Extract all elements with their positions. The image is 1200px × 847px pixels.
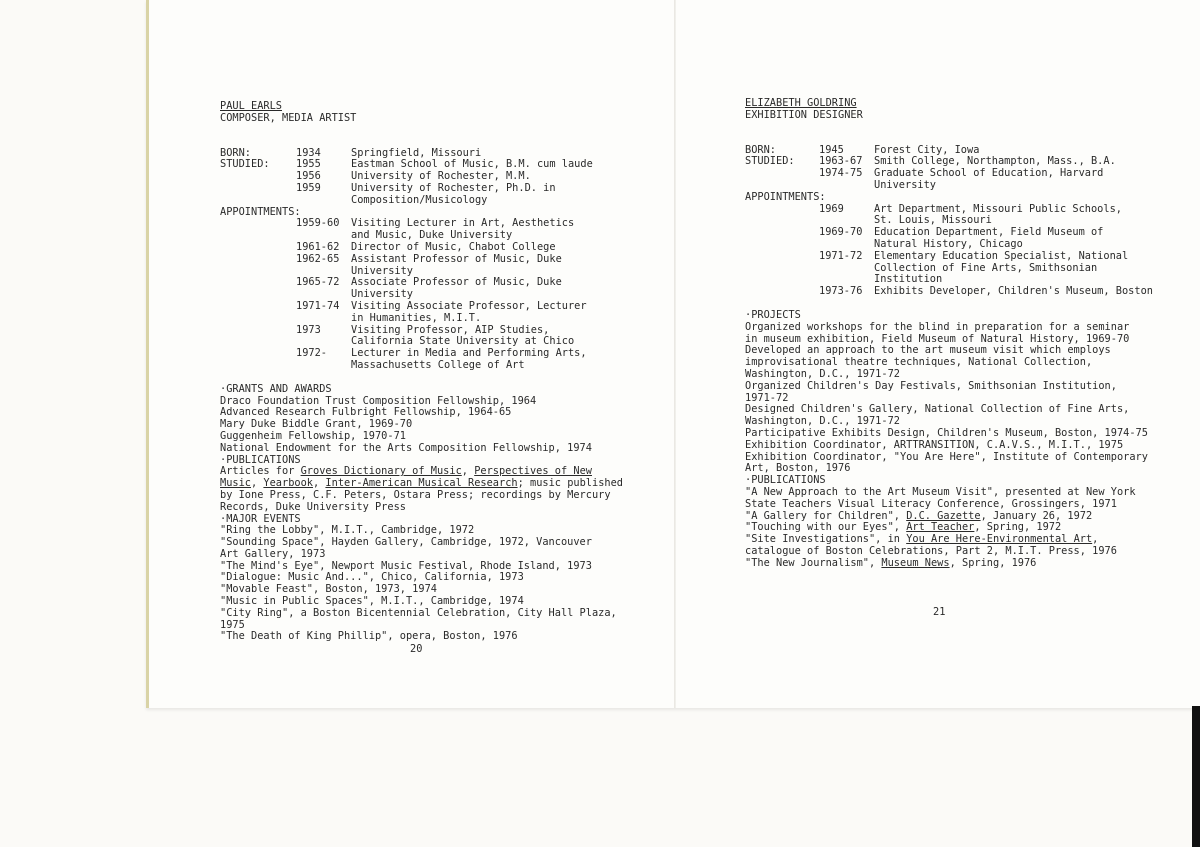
entry-text: Visiting Professor, AIP Studies, <box>351 323 550 336</box>
entry-text: University <box>351 288 413 301</box>
born-label: BORN: <box>220 146 251 159</box>
scan-edge <box>1192 706 1200 847</box>
events-heading: ·MAJOR EVENTS <box>220 512 301 525</box>
entry-row <box>220 183 640 195</box>
entry-label <box>220 254 296 266</box>
event-item: "Sounding Space", Hayden Gallery, Cambridge, 1972, Vancouver <box>220 536 592 549</box>
entry-label <box>745 204 819 216</box>
entry-row <box>745 239 1165 251</box>
appointments-label: APPOINTMENTS: <box>220 205 301 218</box>
entry-year: 1961-62 <box>296 240 340 253</box>
entry-label <box>220 266 296 278</box>
pub-text: , <box>313 477 326 490</box>
entry-row <box>220 195 640 207</box>
pub-title: Perspectives of New <box>474 465 592 478</box>
left-page <box>220 101 640 643</box>
publication-line: Records, Duke University Press <box>220 500 406 513</box>
entry-label <box>220 301 296 313</box>
grant-item: Draco Foundation Trust Composition Fellowship, 1964 <box>220 394 537 407</box>
pub-title: Groves Dictionary of Music <box>300 465 462 478</box>
grant-item: Advanced Research Fulbright Fellowship, 1964-65 <box>220 406 512 419</box>
entry-text: Education Department, Field Museum of <box>874 226 1104 239</box>
publication-line: State Teachers Visual Literacy Conference, Grossingers, 1971 <box>745 497 1117 510</box>
grant-item: National Endowment for the Arts Composition Fellowship, 1974 <box>220 441 592 454</box>
pub-text: "Site Investigations", in <box>745 533 907 546</box>
entry-year <box>819 263 874 275</box>
entry-label <box>220 348 296 360</box>
event-item: "Movable Feast", Boston, 1973, 1974 <box>220 583 437 596</box>
entry-label <box>745 251 819 263</box>
project-item: Designed Children's Gallery, National Collection of Fine Arts, <box>745 403 1130 416</box>
entry-text: University <box>874 178 936 191</box>
event-item: "The Death of King Phillip", opera, Boston, 1976 <box>220 630 518 643</box>
project-item: Washington, D.C., 1971-72 <box>745 367 900 380</box>
entry-label <box>220 195 296 207</box>
entry-text: Graduate School of Education, Harvard <box>874 167 1104 180</box>
entry-label <box>745 274 819 286</box>
entry-row <box>220 313 640 325</box>
pub-text: "Touching with our Eyes", <box>745 521 907 534</box>
events-list <box>220 525 640 643</box>
project-item: Washington, D.C., 1971-72 <box>745 415 900 428</box>
project-item: 1971-72 <box>745 391 789 404</box>
project-item: Art, Boston, 1976 <box>745 462 851 475</box>
projects-list <box>745 322 1165 475</box>
entry-text: Visiting Lecturer in Art, Aesthetics <box>351 217 575 230</box>
pub-title: Art Teacher <box>906 521 975 534</box>
entry-year <box>296 195 351 207</box>
entry-year: 1959 <box>296 181 321 194</box>
entry-year: 1972- <box>296 347 327 360</box>
entry-label <box>220 218 296 230</box>
entry-label <box>745 180 819 192</box>
entry-text: Assistant Professor of Music, Duke <box>351 252 562 265</box>
entry-row <box>220 277 640 289</box>
page-number-left: 20 <box>410 643 423 655</box>
publication-line: catalogue of Boston Celebrations, Part 2, M.I.T. Press, 1976 <box>745 544 1117 557</box>
pub-text: , Spring, 1972 <box>974 521 1062 534</box>
entry-text: Institution <box>874 273 943 286</box>
pub-title: D.C. Gazette <box>906 509 981 522</box>
project-item: Exhibition Coordinator, "You Are Here", Institute of Contemporary <box>745 450 1148 463</box>
event-item: "Music in Public Spaces", M.I.T., Cambridge, 1974 <box>220 595 524 608</box>
entry-label <box>220 183 296 195</box>
entry-year: 1965-72 <box>296 276 340 289</box>
entry-year: 1971-74 <box>296 299 340 312</box>
entry-text: University of Rochester, M.M. <box>351 170 531 183</box>
pub-text: Articles for <box>220 465 301 478</box>
entry-text: Collection of Fine Arts, Smithsonian <box>874 261 1098 274</box>
page-number-right: 21 <box>933 606 946 618</box>
entry-year: 1971-72 <box>819 249 863 262</box>
right-page <box>745 98 1165 569</box>
pub-text: , January 26, 1972 <box>980 509 1093 522</box>
born-year: 1934 <box>296 146 321 159</box>
entry-text: Elementary Education Specialist, National <box>874 249 1129 262</box>
event-item: "The Mind's Eye", Newport Music Festival, Rhode Island, 1973 <box>220 559 592 572</box>
pub-text: "The New Journalism", <box>745 556 882 569</box>
entry-label <box>745 168 819 180</box>
entry-text: Associate Professor of Music, Duke <box>351 276 562 289</box>
entry-label <box>220 336 296 348</box>
entry-text: Massachusetts College of Art <box>351 358 525 371</box>
entry-text: Visiting Associate Professor, Lecturer <box>351 299 587 312</box>
entry-year: 1962-65 <box>296 252 340 265</box>
entry-label: STUDIED: <box>220 158 270 171</box>
pub-title: Inter-American Musical Research <box>325 477 518 490</box>
entry-label <box>220 171 296 183</box>
entry-text: California State University at Chico <box>351 335 575 348</box>
pub-title: You Are Here-Environmental Art <box>906 533 1093 546</box>
entry-year <box>819 180 874 192</box>
entry-label <box>220 313 296 325</box>
entry-text: University of Rochester, Ph.D. in <box>351 181 556 194</box>
entry-year <box>819 239 874 251</box>
appointments-section <box>745 204 1165 298</box>
grants-heading: ·GRANTS AND AWARDS <box>220 382 332 395</box>
entry-year: 1973 <box>296 323 321 336</box>
entry-label <box>220 242 296 254</box>
pub-text: "A Gallery for Children", <box>745 509 907 522</box>
project-item: Organized Children's Day Festivals, Smithsonian Institution, <box>745 379 1117 392</box>
entry-label <box>745 215 819 227</box>
pub-text: , <box>251 477 264 490</box>
publications-heading: ·PUBLICATIONS <box>745 474 826 487</box>
entry-year: 1974-75 <box>819 167 863 180</box>
publication-line <box>745 558 1165 570</box>
entry-text: Lecturer in Media and Performing Arts, <box>351 347 587 360</box>
entry-label <box>745 286 819 298</box>
entry-label <box>220 230 296 242</box>
pub-title: Music <box>220 477 251 490</box>
book-gutter <box>674 0 676 708</box>
project-item: in museum exhibition, Field Museum of Natural History, 1969-70 <box>745 332 1130 345</box>
project-item: Organized workshops for the blind in preparation for a seminar <box>745 320 1130 333</box>
artist-name: PAUL EARLS <box>220 100 282 112</box>
entry-text: Exhibits Developer, Children's Museum, Boston <box>874 285 1153 298</box>
publication-line: "A New Approach to the Art Museum Visit", presented at New York <box>745 485 1136 498</box>
entry-row <box>745 251 1165 263</box>
entry-text: Director of Music, Chabot College <box>351 240 556 253</box>
artist-title: COMPOSER, MEDIA ARTIST <box>220 111 357 124</box>
entry-label <box>220 289 296 301</box>
entry-text: St. Louis, Missouri <box>874 214 992 227</box>
project-item: Exhibition Coordinator, ARTTRANSITION, C.A.V.S., M.I.T., 1975 <box>745 438 1124 451</box>
entry-row <box>220 301 640 313</box>
entry-label <box>220 325 296 337</box>
project-item: Developed an approach to the art museum visit which employs <box>745 344 1111 357</box>
entry-text: in Humanities, M.I.T. <box>351 311 482 324</box>
entry-year: 1955 <box>296 158 321 171</box>
event-item: "Ring the Lobby", M.I.T., Cambridge, 1972 <box>220 524 475 537</box>
entry-row <box>745 168 1165 180</box>
entry-row <box>745 180 1165 192</box>
entry-label <box>745 227 819 239</box>
born-label: BORN: <box>745 143 776 156</box>
entry-year: 1963-67 <box>819 155 863 168</box>
grants-list <box>220 396 640 455</box>
entry-text: Natural History, Chicago <box>874 237 1023 250</box>
project-item: Participative Exhibits Design, Children's Museum, Boston, 1974-75 <box>745 426 1148 439</box>
entry-year <box>296 313 351 325</box>
entry-text: University <box>351 264 413 277</box>
pub-text: , <box>461 465 475 478</box>
born-place: Forest City, Iowa <box>874 143 980 156</box>
entry-text: Smith College, Northampton, Mass., B.A. <box>874 155 1116 168</box>
event-item: "City Ring", a Boston Bicentennial Celebration, City Hall Plaza, <box>220 606 617 619</box>
entry-row <box>220 360 640 372</box>
grant-item: Mary Duke Biddle Grant, 1969-70 <box>220 418 413 431</box>
entry-year: 1969-70 <box>819 226 863 239</box>
event-item: "Dialogue: Music And...", Chico, California, 1973 <box>220 571 524 584</box>
entry-year: 1959-60 <box>296 217 340 230</box>
pub-text: ; music published <box>517 477 623 490</box>
studied-section <box>220 159 640 206</box>
entry-row <box>745 286 1165 298</box>
artist-name: ELIZABETH GOLDRING <box>745 97 857 109</box>
entry-text: Composition/Musicology <box>351 193 488 206</box>
entry-label <box>220 360 296 372</box>
artist-title: EXHIBITION DESIGNER <box>745 108 863 121</box>
entry-year <box>296 360 351 372</box>
pub-title: Museum News <box>881 556 950 569</box>
entry-text: Art Department, Missouri Public Schools, <box>874 202 1122 215</box>
entry-row <box>745 263 1165 275</box>
entry-label: STUDIED: <box>745 155 795 168</box>
projects-heading: ·PROJECTS <box>745 308 801 321</box>
pub-text: , Spring, 1976 <box>949 556 1037 569</box>
pub-text: , <box>1092 533 1099 546</box>
entry-row <box>220 254 640 266</box>
event-item: 1975 <box>220 618 245 631</box>
event-item: Art Gallery, 1973 <box>220 547 326 560</box>
grant-item: Guggenheim Fellowship, 1970-71 <box>220 429 406 442</box>
born-place: Springfield, Missouri <box>351 146 482 159</box>
entry-label <box>220 277 296 289</box>
pub-title: Yearbook <box>263 477 314 490</box>
studied-section <box>745 156 1165 191</box>
project-item: improvisational theatre techniques, National Collection, <box>745 356 1093 369</box>
born-year: 1945 <box>819 143 844 156</box>
entry-label <box>745 263 819 275</box>
entry-year: 1969 <box>819 202 844 215</box>
appointments-section <box>220 218 640 371</box>
entry-year: 1973-76 <box>819 285 863 298</box>
appointments-label: APPOINTMENTS: <box>745 190 826 203</box>
entry-row <box>220 242 640 254</box>
entry-year: 1956 <box>296 170 321 183</box>
publication-line: by Ione Press, C.F. Peters, Ostara Press; recordings by Mercury <box>220 488 611 501</box>
publications-heading: ·PUBLICATIONS <box>220 453 301 466</box>
entry-text: and Music, Duke University <box>351 229 513 242</box>
entry-label <box>745 239 819 251</box>
entry-text: Eastman School of Music, B.M. cum laude <box>351 158 593 171</box>
